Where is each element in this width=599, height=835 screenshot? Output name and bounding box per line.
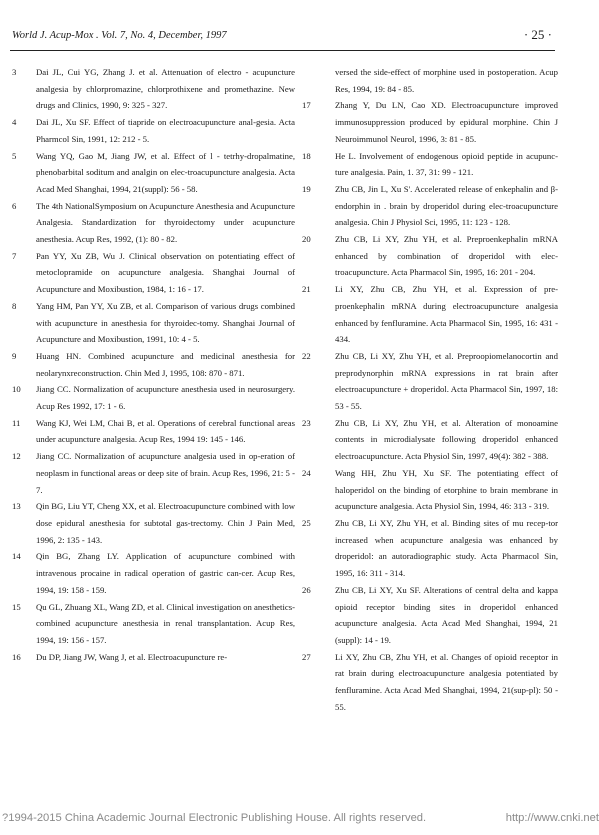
- reference-number: 13: [12, 501, 21, 512]
- reference-item: [12, 298, 295, 348]
- reference-item: [302, 148, 558, 181]
- reference-number: 4: [12, 117, 17, 128]
- reference-item: [302, 415, 558, 465]
- reference-item: [12, 198, 295, 248]
- copyright-notice: ?1994-2015 China Academic Journal Electronic Publishing House. All rights reserved.: [2, 812, 427, 824]
- reference-item: [302, 281, 558, 348]
- reference-text: Zhang Y, Du LN, Cao XD. Electroacupuncture improved immunosuppression produced by epidural morphine. Chin J Neuroimmunol Neurol, 1996, 3: 81 - 85.: [335, 100, 558, 144]
- reference-text: Huang HN. Combined acupuncture and medicinal anesthesia for neolarynxreconstruction. Chin Med J, 1995, 108: 870 - 871.: [36, 350, 295, 378]
- reference-item: [12, 148, 295, 198]
- reference-text: Dai JL, Xu SF. Effect of tiapride on electroacupuncture anal-gesia. Acta Pharmcol Sin, 1991, 12: 212 - 5.: [36, 117, 295, 144]
- reference-number: 11: [12, 417, 21, 428]
- reference-number: 10: [12, 384, 21, 395]
- journal-citation: World J. Acup-Mox . Vol. 7, No. 4, December, 1997: [12, 30, 227, 41]
- reference-item: [12, 448, 295, 498]
- reference-item: [302, 649, 558, 716]
- reference-number: 26: [302, 584, 311, 595]
- reference-text: Zhu CB, Li XY, Zhu YH, et al. Alteration of monoamine contents in microdialysate following droperidol enhanced electroacupuncture. Acta Physiol Sin, 1997, 49(4): 382 - 388.: [335, 417, 558, 462]
- reference-text: The 4th NationalSymposium on Acupuncture Anesthesia and Acupuncture Analgesia. Standardization for thyroidectomy under acupuncture anesthesia. Acup Res, 1992, (1): 80 - 82.: [36, 200, 295, 245]
- reference-item: [302, 181, 558, 231]
- running-header: [12, 27, 552, 46]
- reference-item: [302, 515, 558, 582]
- reference-number: 5: [12, 150, 17, 161]
- reference-text: Zhu CB, Li XY, Zhu YH, et al. Preproopiomelanocortin and preprodynorphin mRNA expressions in rat brain after electroacupuncture + droperidol. Acta Pharmacol Sin, 1997, 18: 53 - 55.: [335, 350, 558, 412]
- reference-item: [12, 114, 295, 147]
- reference-number: 19: [302, 183, 311, 194]
- reference-number: 7: [12, 250, 17, 261]
- reference-item: [12, 498, 295, 548]
- reference-text: Zhu CB, Li XY, Zhu YH, et al. Binding sites of mu recep-tor increased when acupuncture analgesia was enhanced by droperidol: an autoradiographic study. Acta Pharmacol Sin, 1995, 16: 311 - 314.: [335, 517, 558, 579]
- reference-item: [12, 248, 295, 298]
- reference-number: 15: [12, 601, 21, 612]
- reference-item: [302, 64, 558, 97]
- reference-text: Qu GL, Zhuang XL, Wang ZD, et al. Clinical investigation on anesthetics-combined acupuncture anesthesia in renal transplantation. Acup Res, 1994, 19: 156 - 157.: [36, 601, 295, 645]
- reference-number: 21: [302, 284, 311, 295]
- reference-number: 12: [12, 451, 21, 462]
- reference-text: Dai JL, Cui YG, Zhang J. et al. Attenuation of electro - acupuncture analgesia by chlorpromazine, chlorprothixene and promethazine. New drugs and Clinics, 1990, 9: 325 - 327.: [36, 67, 295, 111]
- reference-item: [12, 415, 295, 448]
- reference-text: Li XY, Zhu CB, Zhu YH, et al. Expression of pre-proenkephalin mRNA during electroacupuncture analgesia enhanced by fenfluramine. Acta Pharmacol Sin, 1995, 16: 431 - 434.: [335, 284, 558, 345]
- reference-column-right: [302, 64, 558, 715]
- reference-text: Du DP, Jiang JW, Wang J, et al. Electroacupuncture re-: [36, 651, 228, 662]
- reference-number: 20: [302, 234, 311, 245]
- reference-number: 27: [302, 651, 311, 662]
- reference-item: [302, 231, 558, 281]
- reference-item: [302, 465, 558, 515]
- reference-number: 8: [12, 300, 17, 311]
- copyright-footer: [2, 812, 599, 826]
- reference-number: 24: [302, 467, 311, 478]
- reference-number: 9: [12, 350, 17, 361]
- reference-text: Jiang CC. Normalization of acupuncture analgesia used in op-eration of neoplasm in functional areas or deep site of brain. Acup Res, 1996, 21: 5 - 7.: [36, 451, 295, 495]
- reference-text: Zhu CB, Li XY, Xu SF. Alterations of central delta and kappa opioid receptor binding sites in droperidol enhanced acupuncture analgesia. Acta Acad Med Shanghai, 1994, 21 (suppl): 14 - 19.: [335, 584, 558, 645]
- reference-text: Wang HH, Zhu YH, Xu SF. The potentiating effect of haloperidol on the binding of etorphine to brain membrane in acupuncture analgesia. Acta Physiol Sin, 1994, 46: 313 - 319.: [335, 467, 558, 512]
- reference-text: Wang YQ, Gao M, Jiang JW, et al. Effect of l - tetrhy-dropalmatine, phenobarbital soditum and analgin on elec-troacupuncture analgesia. Acta Acad Med Shanghai, 1994, 21(suppl): 56 - 58.: [36, 150, 295, 194]
- page-number: · 25 ·: [523, 27, 552, 42]
- reference-number: 3: [12, 67, 17, 77]
- reference-item: [12, 548, 295, 598]
- reference-column-left: [12, 64, 295, 665]
- reference-number: 6: [12, 200, 17, 211]
- reference-text: Yang HM, Pan YY, Xu ZB, et al. Comparison of various drugs combined with acupuncture in anesthesia for thyroidec-tomy. Shanghai Journal of Acupuncture and Moxibustion, 1991, 10: 4 - 5.: [36, 300, 295, 345]
- reference-item: [12, 348, 295, 381]
- reference-item: [302, 97, 558, 147]
- reference-number: 16: [12, 651, 21, 662]
- reference-text: Zhu CB, Li XY, Zhu YH, et al. Preproenkephalin mRNA enhanced by combination of droperidol with elec-troacupuncture. Acta Pharmacol Sin, 1995, 16: 201 - 204.: [335, 234, 558, 278]
- reference-number: 17: [302, 100, 311, 111]
- reference-item: [12, 381, 295, 414]
- reference-item: [302, 582, 558, 649]
- reference-number: 23: [302, 417, 311, 428]
- reference-item: [12, 64, 295, 114]
- reference-number: 14: [12, 551, 21, 562]
- reference-text: Zhu CB, Jin L, Xu S'. Accelerated release of enkephalin and β-endorphin in . brain by droperidol during elec-troacupuncture analgesia. Chin J Physiol Sci, 1995, 11: 123 - 128.: [335, 183, 558, 228]
- header-rule: [10, 50, 555, 51]
- reference-item: [12, 599, 295, 649]
- reference-item: [302, 348, 558, 415]
- reference-number: 22: [302, 350, 311, 361]
- reference-text: Qin BG, Zhang LY. Application of acupuncture combined with intravenous procaine in radical operation of gastric can-cer. Acup Res, 1994, 19: 158 - 159.: [36, 551, 295, 595]
- reference-text: Wang KJ, Wei LM, Chai B, et al. Operations of cerebral functional areas under acupuncture analgesia. Acup Res, 1994 19: 145 - 146.: [36, 417, 295, 445]
- reference-text: Pan YY, Xu ZB, Wu J. Clinical observation on potentiating effect of metoclopramide on acupuncture analgesia. Shanghai Journal of Acupuncture and Moxibustion, 1984, 1: 16 - 17.: [36, 250, 295, 295]
- reference-number: 25: [302, 517, 311, 528]
- footer-url[interactable]: http://www.cnki.net: [505, 812, 599, 824]
- reference-number: 18: [302, 150, 311, 161]
- reference-item: [12, 649, 295, 666]
- reference-text: He L. Involvement of endogenous opioid peptide in acupunc-ture analgesia. Pain, 1. 37, 31: 99 - 121.: [335, 150, 558, 178]
- reference-text: versed the side-effect of morphine used in postoperation. Acup Res, 1994, 19: 84 - 85.: [335, 67, 558, 94]
- reference-text: Jiang CC. Normalization of acupuncture anesthesia used in neurosurgery. Acup Res 1992, 17: 1 - 6.: [36, 384, 295, 412]
- reference-text: Li XY, Zhu CB, Zhu YH, et al. Changes of opioid receptor in rat brain during electroacupuncture analgesia potentiated by fenfluramine. Acta Acad Med Shanghai, 1994, 21(sup-pl): 50 - 55.: [335, 651, 558, 712]
- reference-text: Qin BG, Liu YT, Cheng XX, et al. Electroacupuncture combined with low dose epidural anesthesia for subtotal gas-trectomy. Chin J Pain Med, 1996, 2: 135 - 143.: [36, 501, 295, 545]
